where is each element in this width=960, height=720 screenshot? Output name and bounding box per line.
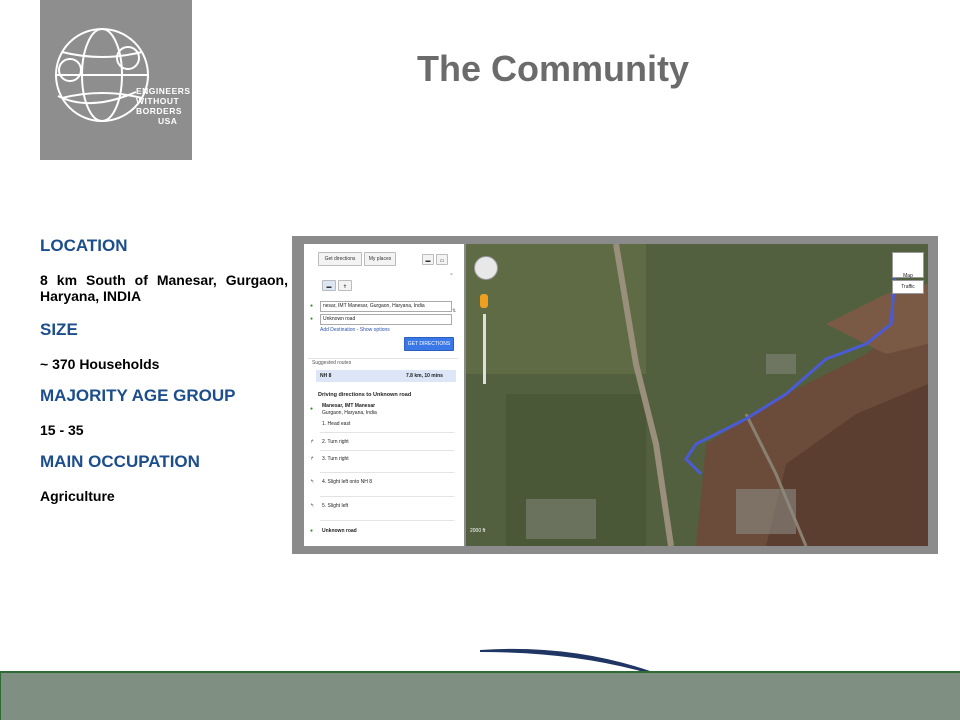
age-value: 15 - 35 <box>40 422 84 438</box>
origin-marker-icon: ● <box>310 406 314 412</box>
get-directions-button[interactable]: GET DIRECTIONS <box>404 337 454 351</box>
marker-b-icon: ● <box>310 316 314 322</box>
map-screenshot <box>292 236 938 554</box>
swap-icon[interactable]: ⇅ <box>452 308 457 314</box>
origin-name: Manesar, IMT Manesar <box>322 403 376 409</box>
slight-left-icon: ↰ <box>310 479 315 485</box>
logo-line: BORDERS <box>136 106 183 116</box>
print-icon[interactable]: ▭ <box>436 254 448 265</box>
section-heading-location: LOCATION <box>40 236 128 255</box>
logo-wordmark <box>136 86 191 126</box>
from-input[interactable]: nesar, IMT Manesar, Gurgaon, Haryana, India <box>320 301 452 312</box>
direction-step[interactable]: 4. Slight left onto NH 8 <box>322 479 373 485</box>
directions-title: Driving directions to Unknown road <box>318 392 412 398</box>
tab-get-directions[interactable]: Get directions <box>318 252 362 266</box>
direction-step[interactable]: 3. Turn right <box>322 456 349 462</box>
direction-step[interactable]: 1. Head east <box>322 421 351 427</box>
to-input[interactable]: Unknown road <box>320 314 452 325</box>
swoosh-decoration-icon <box>470 640 670 674</box>
route-summary: 7.8 km, 10 mins <box>406 373 443 379</box>
satellite-terrain-graphic <box>466 244 928 546</box>
direction-step[interactable]: 5. Slight left <box>322 503 349 509</box>
globe-logo-icon <box>40 0 192 160</box>
route-name: NH 8 <box>320 373 332 379</box>
directions-panel <box>304 244 464 546</box>
driving-mode-icon[interactable]: ▬ <box>322 280 336 291</box>
walking-mode-icon[interactable]: ✝ <box>338 280 352 291</box>
logo-line: WITHOUT <box>136 96 180 106</box>
pan-control-icon[interactable] <box>474 256 498 280</box>
footer-bar <box>0 671 960 720</box>
zoom-slider[interactable] <box>483 314 486 384</box>
suggested-routes-label: Suggested routes <box>312 360 352 366</box>
section-heading-occupation: MAIN OCCUPATION <box>40 452 200 471</box>
logo-line: ENGINEERS <box>136 86 191 96</box>
ewb-logo <box>40 0 192 160</box>
destination-options-link[interactable]: Add Destination - Show options <box>320 327 390 333</box>
close-icon[interactable]: × <box>450 272 453 278</box>
location-value: 8 km South of Manesar, Gurgaon, Haryana, INDIA <box>40 272 288 304</box>
logo-line: USA <box>158 116 178 126</box>
car-icon[interactable]: ▬ <box>422 254 434 265</box>
map-type-button[interactable]: Map <box>892 252 924 278</box>
turn-right-icon: ↱ <box>310 439 315 445</box>
direction-step[interactable]: 2. Turn right <box>322 439 349 445</box>
turn-right-icon: ↱ <box>310 456 315 462</box>
traffic-button[interactable]: Traffic <box>892 280 924 294</box>
section-heading-size: SIZE <box>40 320 78 339</box>
destination-marker-icon: ● <box>310 528 314 534</box>
occupation-value: Agriculture <box>40 488 115 504</box>
community-info <box>40 236 288 504</box>
destination-name: Unknown road <box>322 528 357 534</box>
marker-a-icon: ● <box>310 303 314 309</box>
section-heading-age: MAJORITY AGE GROUP <box>40 386 236 405</box>
origin-address: Gurgaon, Haryana, India <box>322 410 377 416</box>
size-value: ~ 370 Households <box>40 356 160 372</box>
satellite-map[interactable] <box>466 244 928 546</box>
route-option[interactable] <box>316 370 456 382</box>
slight-left-icon: ↰ <box>310 503 315 509</box>
map-scale: 2000 ft <box>470 528 486 534</box>
tab-my-places[interactable]: My places <box>364 252 396 266</box>
street-view-pegman-icon[interactable] <box>480 294 488 308</box>
page-title: The Community <box>417 48 690 89</box>
